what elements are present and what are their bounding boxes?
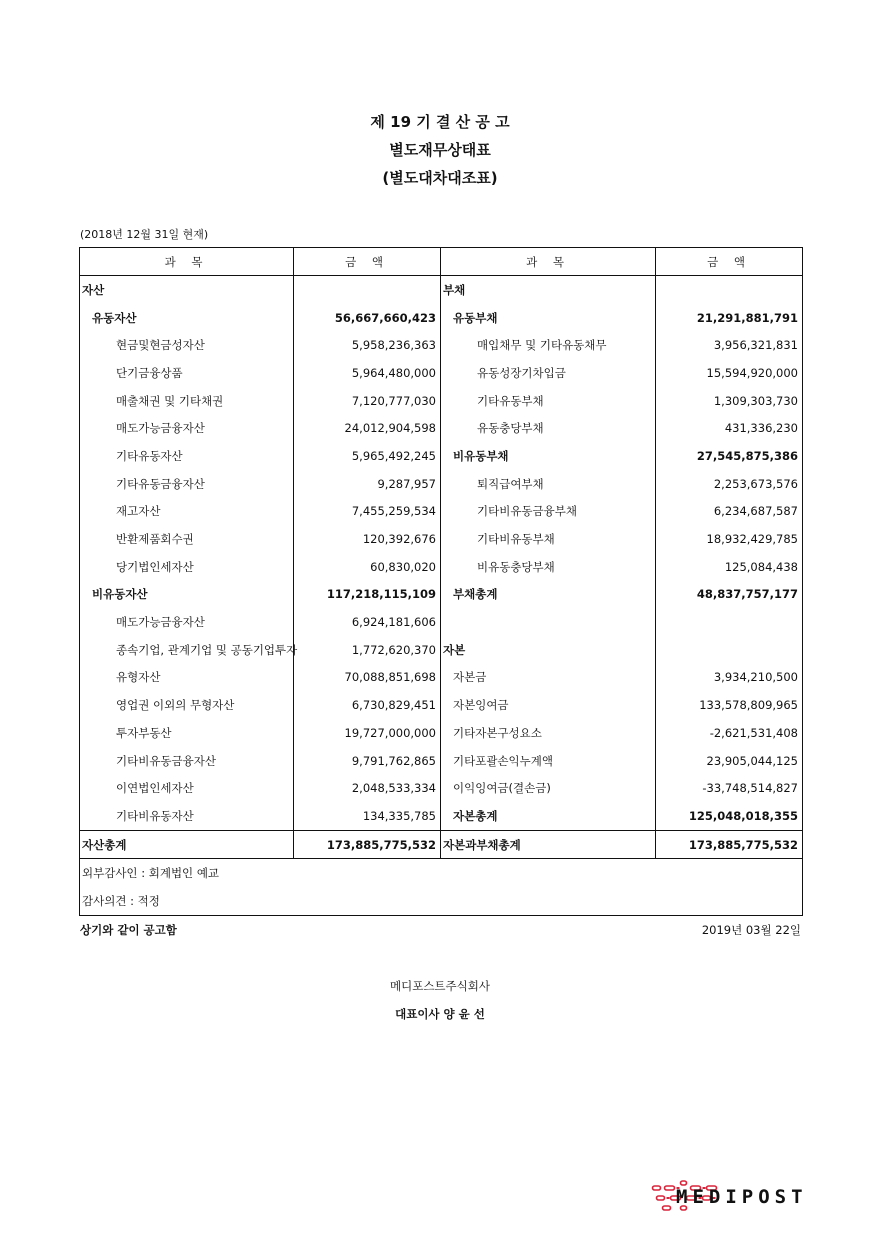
amount-right-cell: -2,621,531,408 [656, 719, 803, 747]
table-row [80, 664, 803, 692]
table-row [80, 359, 803, 387]
table-header-row [80, 248, 803, 276]
account-right-cell: 유동충당부채 [477, 421, 544, 436]
announcement-title: 제 19 기 결 산 공 고 [370, 113, 510, 131]
table-row [80, 387, 803, 415]
table-row [80, 636, 803, 664]
account-right-cell: 이익잉여금(결손금) [453, 781, 551, 796]
account-left-cell: 영업권 이외의 무형자산 [80, 691, 294, 719]
account-right-cell: 매입채무 및 기타유동채무 [477, 338, 607, 353]
amount-left-cell: 9,791,762,865 [294, 747, 441, 775]
account-left-cell: 종속기업, 관계기업 및 공동기업투자 [80, 636, 294, 664]
statement-title: 별도재무상태표 [389, 141, 491, 159]
account-right-cell: 퇴직급여부채 [477, 476, 544, 491]
account-right-cell: 기타자본구성요소 [453, 725, 542, 740]
amount-right-cell [656, 276, 803, 304]
account-right-cell: 비유동부채 [453, 448, 509, 463]
account-right-cell: 비유동충당부채 [477, 559, 555, 574]
table-row [80, 774, 803, 802]
header-amount-right: 금 액 [656, 248, 803, 276]
amount-left-cell: 70,088,851,698 [294, 664, 441, 692]
amount-right-cell: 125,048,018,355 [656, 802, 803, 830]
account-right-cell: 자본잉여금 [453, 698, 509, 713]
amount-left-cell: 5,964,480,000 [294, 359, 441, 387]
total-liabilities-equity-label: 자본과부채총계 [441, 830, 656, 859]
header-account-left: 과 목 [80, 248, 294, 276]
table-row [80, 304, 803, 332]
account-left-cell: 기타비유동금융자산 [80, 747, 294, 775]
account-right-cell: 기타비유동부채 [477, 532, 555, 547]
auditor-row [80, 859, 803, 887]
account-left-cell: 단기금융상품 [80, 359, 294, 387]
account-right-cell: 자본총계 [453, 808, 498, 823]
amount-left-cell: 7,120,777,030 [294, 387, 441, 415]
total-liabilities-equity-value: 173,885,775,532 [656, 830, 803, 859]
amount-left-cell: 24,012,904,598 [294, 414, 441, 442]
account-left-cell: 매도가능금융자산 [80, 414, 294, 442]
table-row [80, 276, 803, 304]
account-left-cell: 기타유동금융자산 [80, 470, 294, 498]
account-right-cell: 기타포괄손익누계액 [453, 753, 553, 768]
amount-right-cell: 18,932,429,785 [656, 525, 803, 553]
amount-right-cell: 27,545,875,386 [656, 442, 803, 470]
account-right-cell: 부채 [443, 282, 466, 297]
audit-opinion-note: 감사의견 : 적정 [80, 887, 803, 915]
account-right-cell: 기타유동부채 [477, 393, 544, 408]
amount-right-cell: 15,594,920,000 [656, 359, 803, 387]
amount-left-cell: 6,924,181,606 [294, 608, 441, 636]
table-row [80, 442, 803, 470]
balance-sheet-table [79, 247, 803, 916]
amount-right-cell: 431,336,230 [656, 414, 803, 442]
account-left-cell: 유형자산 [80, 664, 294, 692]
amount-left-cell: 134,335,785 [294, 802, 441, 830]
header-account-right: 과 목 [441, 248, 656, 276]
header-amount-left: 금 액 [294, 248, 441, 276]
table-row [80, 608, 803, 636]
title-block [0, 108, 880, 192]
table-row [80, 581, 803, 609]
account-right-cell: 자본금 [453, 670, 487, 685]
logo-wordmark: MEDIPOST [676, 1186, 808, 1208]
account-right-cell: 부채총계 [453, 587, 498, 602]
account-right-cell [441, 608, 656, 636]
account-left-cell: 재고자산 [80, 498, 294, 526]
auditor-note: 외부감사인 : 회계법인 예교 [80, 859, 803, 887]
amount-right-cell [656, 608, 803, 636]
account-right-cell: 자본 [443, 642, 466, 657]
account-left-cell: 기타비유동자산 [80, 802, 294, 830]
account-left-cell: 현금및현금성자산 [80, 331, 294, 359]
account-left-cell: 매도가능금융자산 [80, 608, 294, 636]
account-left-cell: 비유동자산 [80, 581, 294, 609]
account-left-cell: 기타유동자산 [80, 442, 294, 470]
amount-right-cell: 3,934,210,500 [656, 664, 803, 692]
table-row [80, 525, 803, 553]
ceo-name: 대표이사 양 윤 선 [395, 1007, 485, 1021]
amount-left-cell: 9,287,957 [294, 470, 441, 498]
statement-subtitle: (별도대차대조표) [382, 169, 498, 187]
amount-left-cell: 60,830,020 [294, 553, 441, 581]
table-row [80, 331, 803, 359]
account-right-cell: 유동성장기차입금 [477, 365, 566, 380]
amount-right-cell: 133,578,809,965 [656, 691, 803, 719]
amount-right-cell: 125,084,438 [656, 553, 803, 581]
table-row [80, 553, 803, 581]
announcement-statement: 상기와 같이 공고함 [80, 923, 177, 937]
total-assets-label: 자산총계 [80, 830, 294, 859]
account-right-cell: 유동부채 [453, 310, 498, 325]
amount-left-cell: 5,958,236,363 [294, 331, 441, 359]
announcement-date: 2019년 03월 22일 [701, 923, 801, 937]
amount-left-cell: 6,730,829,451 [294, 691, 441, 719]
account-left-cell: 유동자산 [80, 304, 294, 332]
table-row [80, 498, 803, 526]
amount-left-cell: 2,048,533,334 [294, 774, 441, 802]
amount-left-cell: 120,392,676 [294, 525, 441, 553]
company-name: 메디포스트주식회사 [390, 979, 490, 993]
amount-right-cell: 3,956,321,831 [656, 331, 803, 359]
amount-left-cell: 117,218,115,109 [294, 581, 441, 609]
table-row [80, 414, 803, 442]
account-left-cell: 당기법인세자산 [80, 553, 294, 581]
account-left-cell: 이연법인세자산 [80, 774, 294, 802]
table-row [80, 719, 803, 747]
account-left-cell: 반환제품회수권 [80, 525, 294, 553]
amount-right-cell: 1,309,303,730 [656, 387, 803, 415]
table-row [80, 691, 803, 719]
amount-left-cell [294, 276, 441, 304]
as-of-date: (2018년 12월 31일 현재) [80, 228, 209, 241]
amount-right-cell [656, 636, 803, 664]
table-row [80, 747, 803, 775]
account-right-cell: 기타비유동금융부채 [477, 504, 577, 519]
amount-right-cell: 21,291,881,791 [656, 304, 803, 332]
table-row [80, 802, 803, 830]
amount-left-cell: 7,455,259,534 [294, 498, 441, 526]
total-assets-value: 173,885,775,532 [294, 830, 441, 859]
account-left-cell: 자산 [80, 276, 294, 304]
amount-left-cell: 19,727,000,000 [294, 719, 441, 747]
amount-right-cell: 23,905,044,125 [656, 747, 803, 775]
account-left-cell: 매출채권 및 기타채권 [80, 387, 294, 415]
amount-left-cell: 1,772,620,370 [294, 636, 441, 664]
amount-left-cell: 56,667,660,423 [294, 304, 441, 332]
amount-right-cell: -33,748,514,827 [656, 774, 803, 802]
amount-right-cell: 48,837,757,177 [656, 581, 803, 609]
amount-right-cell: 6,234,687,587 [656, 498, 803, 526]
account-left-cell: 투자부동산 [80, 719, 294, 747]
table-row [80, 470, 803, 498]
amount-right-cell: 2,253,673,576 [656, 470, 803, 498]
amount-left-cell: 5,965,492,245 [294, 442, 441, 470]
opinion-row [80, 887, 803, 915]
total-row [80, 830, 803, 859]
